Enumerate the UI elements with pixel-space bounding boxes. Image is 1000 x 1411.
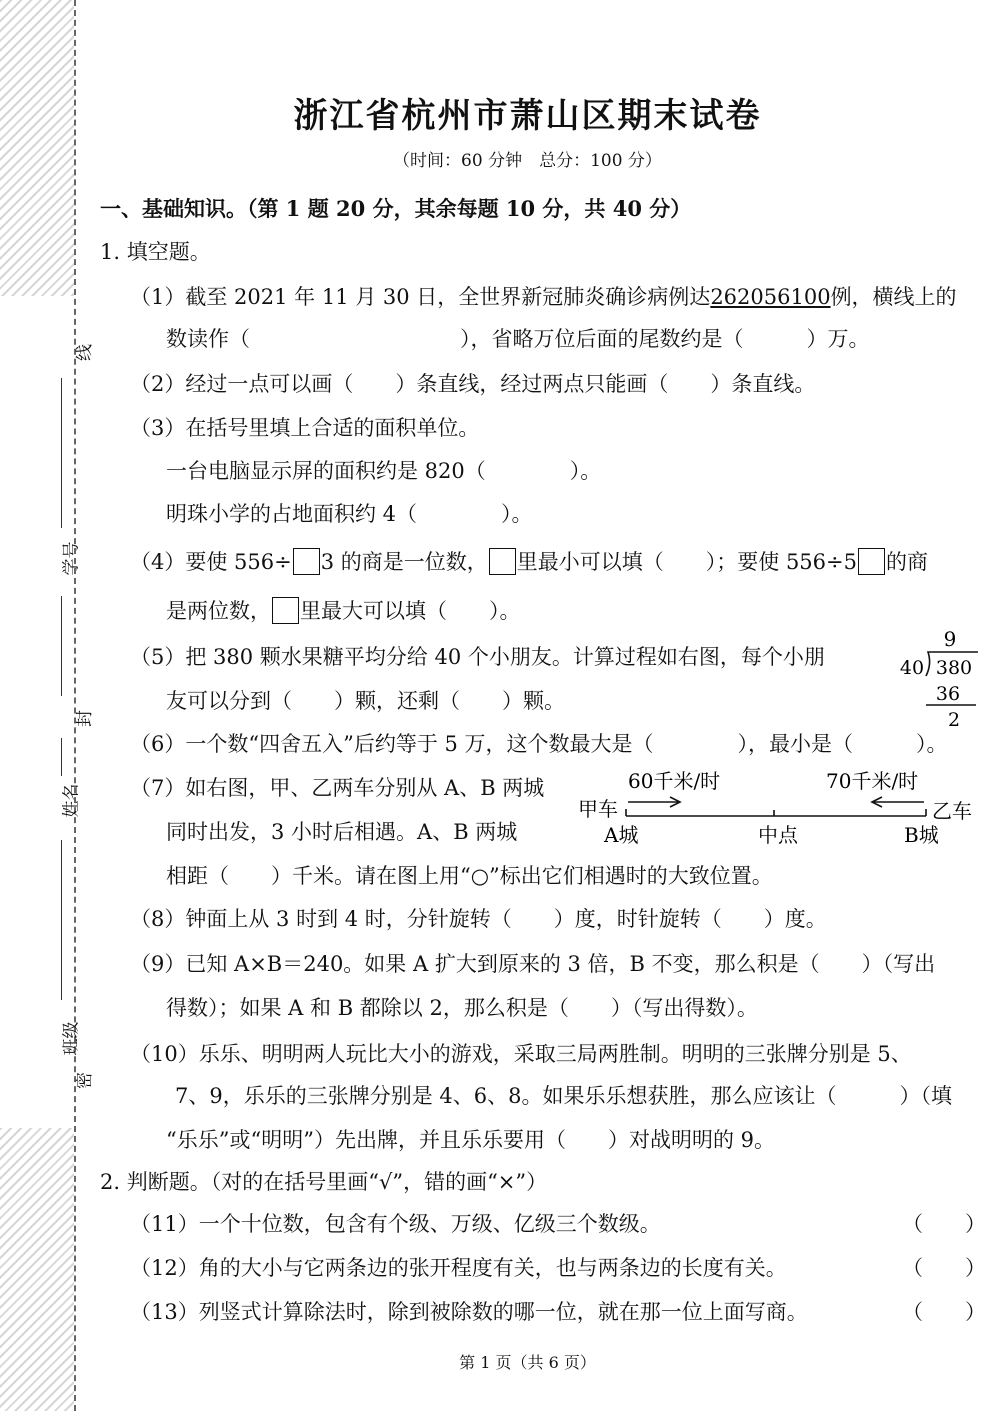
q1-p4-text-d: 的商	[885, 550, 928, 574]
q1-p10-line1: （10）乐乐、明明两人玩比大小的游戏，采取三局两胜制。明明的三张牌分别是 5、	[130, 1042, 912, 1066]
q2-p11: （11）一个十位数，包含有个级、万级、亿级三个数级。	[130, 1212, 661, 1236]
q1-p1-text-a: （1）截至 2021 年 11 月 30 日，全世界新冠肺炎确诊病例达	[130, 285, 711, 309]
q1-p9-line1: （9）已知 A×B＝240。如果 A 扩大到原来的 3 倍，B 不变，那么积是（ ）（写出	[130, 952, 936, 976]
q1-p10-line3: “乐乐”或“明明”）先出牌，并且乐乐要用（ ）对战明明的 9。	[166, 1128, 775, 1152]
blank-box-4[interactable]	[272, 597, 299, 624]
sidebar-xuehao: 学号	[61, 541, 82, 576]
q1-p7-line3: 相距（ ）千米。请在图上用“○”标出它们相遇时的大致位置。	[166, 864, 773, 888]
q1-p1-line2: 数读作（ ），省略万位后面的尾数约是（ ）万。	[166, 327, 870, 351]
sidebar-line-xingming	[61, 738, 62, 776]
section1-heading: 一、基础知识。（第 1 题 20 分，其余每题 10 分，共 40 分）	[100, 196, 692, 221]
q1-p4-line2	[166, 597, 521, 625]
blank-box-3[interactable]	[858, 548, 885, 575]
division-product: 36	[935, 683, 961, 705]
q2-p12: （12）角的大小与它两条边的张开程度有关，也与两条边的长度有关。	[130, 1256, 787, 1280]
binding-dashed-line	[74, 0, 76, 1411]
blank-box-2[interactable]	[489, 548, 516, 575]
speed-left-label: 60千米/时	[628, 769, 721, 793]
city-a-label: A城	[604, 823, 639, 847]
division-dividend: 380	[935, 657, 973, 679]
q1-p4-text-f: 里最大可以填（ ）。	[300, 599, 521, 623]
q1-p7-line1: （7）如右图，甲、乙两车分别从 A、B 两城	[130, 776, 545, 800]
division-remainder: 2	[947, 709, 961, 731]
sidebar-line-xuehao	[61, 378, 62, 528]
q2-p13-answer-paren[interactable]: （ ）	[902, 1300, 986, 1324]
sidebar-line-banji	[61, 840, 62, 1000]
sidebar-feng: 封	[75, 710, 95, 727]
q1-p5-line2: 友可以分到（ ）颗，还剩（ ）颗。	[166, 689, 565, 713]
midpoint-label: 中点	[758, 823, 798, 847]
cars-meeting-diagram	[574, 762, 984, 854]
blank-box-1[interactable]	[293, 548, 320, 575]
q1-p7-line2: 同时出发，3 小时后相遇。A、B 两城	[166, 820, 518, 844]
q1-p2: （2）经过一点可以画（ ）条直线，经过两点只能画（ ）条直线。	[130, 372, 816, 396]
q1-p9-line2: 得数）；如果 A 和 B 都除以 2，那么积是（ ）（写出得数）。	[166, 996, 758, 1020]
q1-p3-a: 一台电脑显示屏的面积约是 820（ ）。	[166, 459, 602, 483]
sidebar-xingming: 姓名	[61, 783, 82, 818]
q1-p4-text-e: 是两位数，	[166, 599, 271, 623]
car-left-label: 甲车	[578, 797, 618, 821]
q1-p4-text-a: （4）要使 556÷	[130, 550, 292, 574]
q1-p3-b: 明珠小学的占地面积约 4（ ）。	[166, 502, 533, 526]
sidebar-banji: 班级	[61, 1021, 82, 1056]
sidebar-mi: 密	[75, 1072, 95, 1089]
q1-heading: 1. 填空题。	[100, 240, 211, 264]
q1-p3: （3）在括号里填上合适的面积单位。	[130, 416, 480, 440]
sidebar-line-mid	[61, 596, 62, 696]
city-b-label: B城	[904, 823, 939, 847]
q2-p12-answer-paren[interactable]: （ ）	[902, 1256, 986, 1280]
q1-p8: （8）钟面上从 3 时到 4 时，分针旋转（ ）度，时针旋转（ ）度。	[130, 907, 827, 931]
q2-heading: 2. 判断题。（对的在括号里画“√”，错的画“×”）	[100, 1170, 548, 1194]
q1-p1-text-b: 例，横线上的	[830, 285, 957, 309]
long-division-figure	[896, 624, 992, 732]
sidebar-xian: 线	[75, 344, 95, 361]
division-quotient: 9	[943, 627, 957, 651]
page-title: 浙江省杭州市萧山区期末试卷	[293, 96, 762, 136]
page-footer: 第 1 页（共 6 页）	[459, 1353, 596, 1372]
q1-p4-line1	[130, 548, 928, 576]
q2-p13: （13）列竖式计算除法时，除到被除数的哪一位，就在那一位上面写商。	[130, 1300, 808, 1324]
division-divisor: 40	[899, 657, 925, 679]
page-subtitle: （时间：60 分钟 总分：100 分）	[393, 151, 662, 171]
q1-p1-line1	[130, 283, 957, 311]
q1-p4-text-b: 3 的商是一位数，	[320, 550, 488, 574]
q1-p5-line1: （5）把 380 颗水果糖平均分给 40 个小朋友。计算过程如右图，每个小朋	[130, 645, 825, 669]
q1-p6: （6）一个数“四舍五入”后约等于 5 万，这个数最大是（ ），最小是（ ）。	[130, 732, 948, 756]
q1-p1-number: 262056100	[710, 285, 831, 309]
speed-right-label: 70千米/时	[826, 769, 919, 793]
q1-p10-line2: 7、9，乐乐的三张牌分别是 4、6、8。如果乐乐想获胜，那么应该让（ ）（填	[175, 1084, 952, 1108]
q1-p4-text-c: 里最小可以填（ ）；要使 556÷5	[516, 550, 857, 574]
q2-p11-answer-paren[interactable]: （ ）	[902, 1212, 986, 1236]
car-right-label: 乙车	[932, 799, 972, 823]
